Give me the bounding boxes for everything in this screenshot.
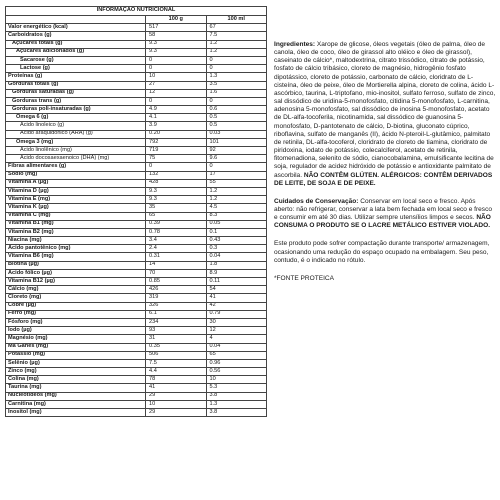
nutrition-table-body (6, 24, 267, 417)
nutrient-name: Colina (mg) (6, 376, 146, 384)
value-100g: 29 (146, 392, 206, 400)
nutrient-name: Fósforo (mg) (6, 318, 146, 326)
ingredients-text: Xarope de glicose, óleos vegetais (óleo de palma, óleo de canola, óleo de coco, óleo de girassol alto oléico e óleo de girassol), caseinato de cálcio*, maltodextrina, citrato trissódico, citrato de potássio, fosfato de cálcio tribásico, cloreto de magnésio, hidrogênio fosfato dipotássico, cloreto de potássio, carbonato de cálcio, cloridrato de L-cisteína, óleo de peixe, óleo de Mortierella alpina, cloreto de colina, ácido L-ascórbico, taurina, L-triptofano, mio-inositol, sulfato ferroso, sulfato de zinco, sal dissódico de uridina-5-monofosfato, citidina 5-monofosfato, L-carnitina, adenosina 5-monofosfato, sal dissódico de inosina 5-monofosfato, acetato de DL-alfa-tocoferila, nicotinamida, sal dissódico de guanosina 5-monofosfato, D-pantotenato de cálcio, D-biotina, gluconato cúprico, riboflavina, sulfato de manganês (II), ácido N-pteroil-L-glutâmico, palmitato de retinila, DL-alfa-tocoferol, cloridrato de cloreto de tiamina, cloridrato de piridoxina, iodato de potássio, colecalciferol, acetato de retinila, fitomenadiona, selenito de sódio, cianocobalamina, emulsificante lecitina de soja, regulador de acidez hidróxido de potássio e antioxidante palmitato de ascorbila. (274, 41, 496, 179)
value-100g: 29 (146, 409, 206, 417)
value-100g: 6.1 (146, 310, 206, 318)
table-row (6, 56, 267, 64)
table-row (6, 302, 267, 310)
value-100g: 78 (146, 376, 206, 384)
value-100ml: 0.6 (206, 106, 266, 114)
nutrient-name: Biotina (µg) (6, 261, 146, 269)
value-100g: 9.3 (146, 187, 206, 195)
value-100ml: 101 (206, 138, 266, 146)
value-100g: 0 (146, 65, 206, 73)
table-header-row (6, 16, 267, 24)
table-row (6, 179, 267, 187)
table-row (6, 196, 267, 204)
nutrient-name: Selênio (µg) (6, 359, 146, 367)
table-row (6, 351, 267, 359)
value-100ml: 1.3 (206, 400, 266, 408)
value-100ml: 0 (206, 97, 266, 105)
table-row (6, 409, 267, 417)
nutrient-name: Valor energético (kcal) (6, 24, 146, 32)
table-row (6, 138, 267, 146)
table-row (6, 81, 267, 89)
nutrient-name: Vitamina B6 (mg) (6, 253, 146, 261)
value-100ml: 17 (206, 171, 266, 179)
value-100g: 93 (146, 327, 206, 335)
value-100ml: 5.3 (206, 384, 266, 392)
nutrient-name: Ácido linoleico (g) (6, 122, 146, 130)
value-100g: 506 (146, 351, 206, 359)
value-100g: 428 (146, 179, 206, 187)
table-row (6, 368, 267, 376)
value-100g: 326 (146, 302, 206, 310)
allergen-warning: NÃO CONTÊM GLÚTEN. ALÉRGICOS: CONTÊM DERIVADOS DE LEITE, DE SOJA E DE PEIXE. (274, 171, 493, 187)
value-100ml: 0.96 (206, 359, 266, 367)
table-row (6, 40, 267, 48)
nutrient-name: Ácido pantotênico (mg) (6, 245, 146, 253)
value-100g: 0 (146, 56, 206, 64)
value-100g: 4.9 (146, 106, 206, 114)
value-100ml: 0 (206, 65, 266, 73)
value-100ml: 30 (206, 318, 266, 326)
table-row (6, 253, 267, 261)
table-row (6, 237, 267, 245)
value-100g: 10 (146, 73, 206, 81)
value-100ml: 0.11 (206, 278, 266, 286)
value-100ml: 3.8 (206, 392, 266, 400)
value-100ml: 0.04 (206, 343, 266, 351)
table-row (6, 73, 267, 81)
value-100ml: 1.8 (206, 261, 266, 269)
table-row (6, 89, 267, 97)
value-100ml: 8.3 (206, 212, 266, 220)
value-100ml: 0.79 (206, 310, 266, 318)
table-row (6, 245, 267, 253)
value-100g: 2.4 (146, 245, 206, 253)
nutrient-name: Vitamina A (µg) (6, 179, 146, 187)
value-100g: 3.9 (146, 122, 206, 130)
table-title: INFORMAÇÃO NUTRICIONAL (6, 7, 267, 16)
header-100g: 100 g (146, 16, 206, 24)
value-100g: 517 (146, 24, 206, 32)
conservation-text: Conservar em local seco e fresco. Após aberto: não refrigerar, conservar a lata bem fechada em local seco e fresco e consumir em até 30 dias. Utilizar sempre utensílios limpos e secos. (274, 197, 492, 222)
nutrient-name: Gorduras trans (g) (6, 97, 146, 105)
table-row (6, 187, 267, 195)
table-row (6, 400, 267, 408)
nutrient-name: Cobre (µg) (6, 302, 146, 310)
table-row (6, 228, 267, 236)
nutrient-name: Açúcares adicionados (g) (6, 48, 146, 56)
nutrient-name: Nucleotídeos (mg) (6, 392, 146, 400)
table-row (6, 147, 267, 155)
value-100g: 75 (146, 155, 206, 163)
value-100ml: 41 (206, 294, 266, 302)
ingredients-section (274, 41, 496, 188)
table-row (6, 65, 267, 73)
nutrient-name: Sódio (mg) (6, 171, 146, 179)
value-100ml: 0.3 (206, 245, 266, 253)
compaction-note: Este produto pode sofrer compactação durante transporte/ armazenagem, ocasionando uma redução do espaço ocupado na embalagem. Seu peso, contudo, é o indicado no rótulo. (274, 240, 490, 264)
nutrient-name: Vitamina B2 (mg) (6, 228, 146, 236)
table-row (6, 97, 267, 105)
value-100ml: 0.43 (206, 237, 266, 245)
table-row (6, 122, 267, 130)
table-row (6, 204, 267, 212)
value-100g: 0 (146, 97, 206, 105)
value-100g: 58 (146, 32, 206, 40)
value-100ml: 0.56 (206, 368, 266, 376)
table-row (6, 278, 267, 286)
nutrient-name: Ácido araquidônico (ARA) (g) (6, 130, 146, 138)
nutrient-name: Gorduras saturadas (g) (6, 89, 146, 97)
value-100g: 70 (146, 269, 206, 277)
table-row (6, 286, 267, 294)
table-row (6, 310, 267, 318)
value-100g: 9.3 (146, 40, 206, 48)
nutrient-name: Fibras alimentares (g) (6, 163, 146, 171)
value-100ml: 0.03 (206, 130, 266, 138)
nutrient-name: Lactose (g) (6, 65, 146, 73)
table-row (6, 269, 267, 277)
table-row (6, 163, 267, 171)
seal-warning: NÃO CONSUMA O PRODUTO SE O LACRE METÁLICO ESTIVER VIOLADO. (274, 214, 491, 230)
nutrient-name: Carboidratos (g) (6, 32, 146, 40)
value-100ml: 0 (206, 163, 266, 171)
nutrient-name: Gorduras poli-insaturadas (g) (6, 106, 146, 114)
value-100ml: 42 (206, 302, 266, 310)
table-row (6, 155, 267, 163)
nutrient-name: Carnitina (mg) (6, 400, 146, 408)
nutrition-table (5, 6, 267, 417)
value-100g: 792 (146, 138, 206, 146)
table-row (6, 359, 267, 367)
value-100ml: 4.5 (206, 204, 266, 212)
table-row (6, 343, 267, 351)
value-100ml: 1.2 (206, 196, 266, 204)
value-100g: 0.35 (146, 343, 206, 351)
nutrient-name: Vitamina K (µg) (6, 204, 146, 212)
nutrition-table-container (5, 6, 267, 417)
table-row (6, 171, 267, 179)
nutrient-name: Proteínas (g) (6, 73, 146, 81)
value-100g: 4.1 (146, 114, 206, 122)
value-100g: 426 (146, 286, 206, 294)
conservation-section (274, 198, 496, 231)
value-100ml: 1.2 (206, 48, 266, 56)
value-100ml: 92 (206, 147, 266, 155)
value-100g: 0.20 (146, 130, 206, 138)
nutrient-name: Taurina (mg) (6, 384, 146, 392)
value-100g: 10 (146, 400, 206, 408)
table-row (6, 106, 267, 114)
value-100g: 0 (146, 163, 206, 171)
nutrient-name: Vitamina C (mg) (6, 212, 146, 220)
nutrient-name: Sacarose (g) (6, 56, 146, 64)
table-row (6, 212, 267, 220)
ingredients-label: Ingredientes: (274, 41, 316, 48)
value-100ml: 1.2 (206, 40, 266, 48)
nutrient-name: Inositol (mg) (6, 409, 146, 417)
value-100ml: 0.5 (206, 114, 266, 122)
nutrient-name: Potássio (mg) (6, 351, 146, 359)
value-100g: 0.78 (146, 228, 206, 236)
nutrient-name: Niacina (mg) (6, 237, 146, 245)
value-100ml: 0.05 (206, 220, 266, 228)
nutrient-name: Cálcio (mg) (6, 286, 146, 294)
value-100g: 27 (146, 81, 206, 89)
value-100g: 31 (146, 335, 206, 343)
nutrient-name: Ferro (mg) (6, 310, 146, 318)
header-100ml: 100 ml (206, 16, 266, 24)
value-100ml: 10 (206, 376, 266, 384)
table-row (6, 48, 267, 56)
nutrient-name: Vitamina B12 (µg) (6, 278, 146, 286)
value-100ml: 0.5 (206, 122, 266, 130)
value-100g: 132 (146, 171, 206, 179)
value-100g: 0.85 (146, 278, 206, 286)
nutrient-name: Vitamina E (mg) (6, 196, 146, 204)
value-100ml: 8.9 (206, 269, 266, 277)
value-100ml: 12 (206, 327, 266, 335)
table-row (6, 335, 267, 343)
value-100ml: 4 (206, 335, 266, 343)
nutrient-name: Vitamina D (µg) (6, 187, 146, 195)
table-title-row (6, 7, 267, 16)
value-100ml: 0 (206, 56, 266, 64)
value-100ml: 0.04 (206, 253, 266, 261)
value-100ml: 0.1 (206, 228, 266, 236)
nutrient-name: Magnésio (mg) (6, 335, 146, 343)
value-100ml: 1.6 (206, 89, 266, 97)
protein-source-footnote: *FONTE PROTEICA (274, 274, 335, 282)
value-100ml: 3.8 (206, 409, 266, 417)
value-100ml: 65 (206, 351, 266, 359)
table-row (6, 318, 267, 326)
nutrient-name: Ômega 3 (mg) (6, 138, 146, 146)
value-100g: 14 (146, 261, 206, 269)
table-row (6, 24, 267, 32)
value-100ml: 9.6 (206, 155, 266, 163)
nutrient-name: Zinco (mg) (6, 368, 146, 376)
nutrient-name: Ácido fólico (µg) (6, 269, 146, 277)
value-100g: 719 (146, 147, 206, 155)
value-100g: 9.3 (146, 48, 206, 56)
value-100g: 319 (146, 294, 206, 302)
conservation-label: Cuidados de Conservação: (274, 197, 359, 205)
table-row (6, 114, 267, 122)
table-row (6, 384, 267, 392)
table-row (6, 261, 267, 269)
value-100ml: 3.5 (206, 81, 266, 89)
value-100ml: 54 (206, 286, 266, 294)
table-row (6, 294, 267, 302)
nutrient-name: Vitamina B1 (mg) (6, 220, 146, 228)
nutrient-name: Açúcares totais (g) (6, 40, 146, 48)
value-100ml: 67 (206, 24, 266, 32)
value-100g: 4.4 (146, 368, 206, 376)
table-row (6, 376, 267, 384)
value-100g: 0.31 (146, 253, 206, 261)
value-100ml: 55 (206, 179, 266, 187)
value-100g: 7.5 (146, 359, 206, 367)
value-100g: 65 (146, 212, 206, 220)
label-text-column (274, 41, 496, 293)
value-100g: 3.4 (146, 237, 206, 245)
value-100ml: 7.5 (206, 32, 266, 40)
value-100g: 12 (146, 89, 206, 97)
nutrient-name: Ômega 6 (g) (6, 114, 146, 122)
nutrient-name: Ma Ganês (mg) (6, 343, 146, 351)
table-row (6, 220, 267, 228)
value-100g: 234 (146, 318, 206, 326)
nutrient-name: Gorduras totais (g) (6, 81, 146, 89)
table-row (6, 32, 267, 40)
header-nutrient (6, 16, 146, 24)
table-row (6, 130, 267, 138)
nutrient-name: Cloreto (mg) (6, 294, 146, 302)
nutrient-name: Iodo (µg) (6, 327, 146, 335)
table-row (6, 327, 267, 335)
value-100g: 0.39 (146, 220, 206, 228)
table-row (6, 392, 267, 400)
value-100g: 35 (146, 204, 206, 212)
nutrient-name: Ácido linolênico (mg) (6, 147, 146, 155)
value-100g: 9.3 (146, 196, 206, 204)
nutrient-name: Ácido docosaexaenoico (DHA) (mg) (6, 155, 146, 163)
value-100ml: 1.2 (206, 187, 266, 195)
value-100ml: 1.3 (206, 73, 266, 81)
value-100g: 41 (146, 384, 206, 392)
